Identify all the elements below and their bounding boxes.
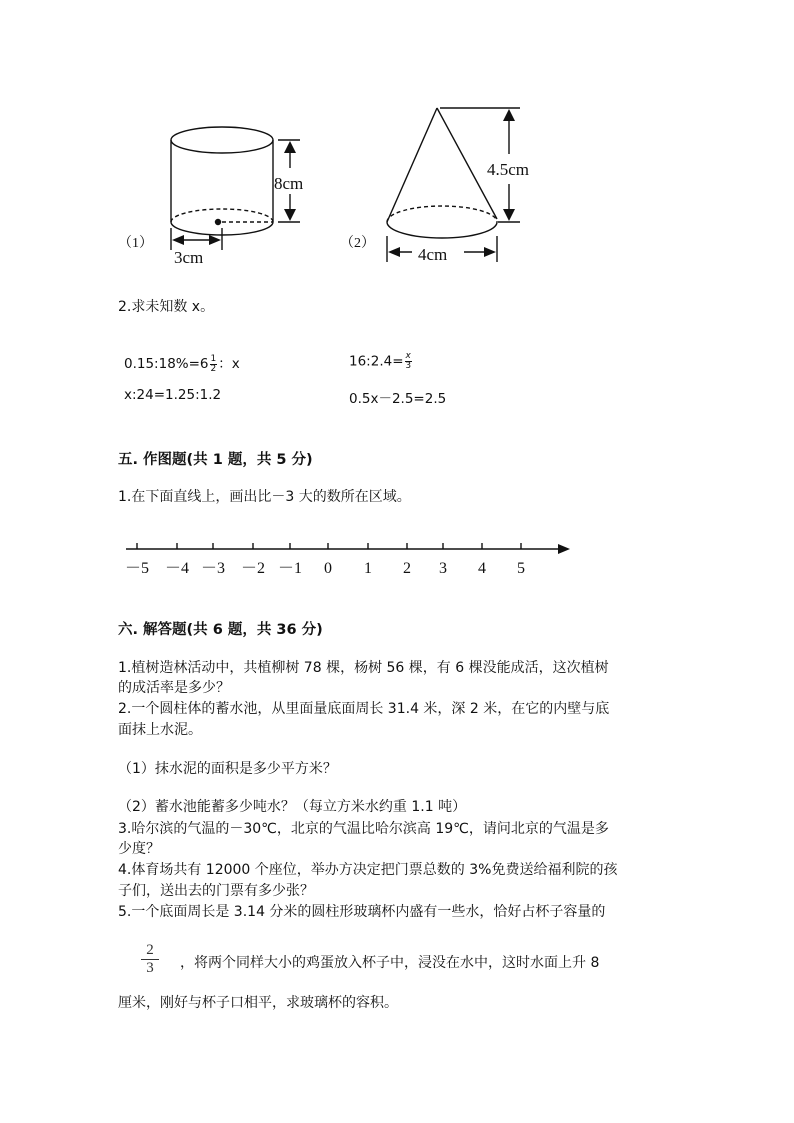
equation-1 [124, 352, 240, 374]
equation-2-left: 16:2.4= [349, 353, 404, 370]
problem-2-line-2: 面抹上水泥。 [118, 722, 202, 738]
problem-3-line-2: 少度？ [118, 841, 160, 857]
number-line-arrow [558, 544, 570, 554]
section-5-question-1: 1.在下面直线上，画出比－3 大的数所在区域。 [118, 489, 411, 505]
section-6-heading: 六. 解答题(共 6 题，共 36 分) [118, 622, 323, 638]
cylinder-diameter-label: 3cm [174, 248, 204, 267]
problem-5-fraction: $\frac{2}{3}$ [141, 942, 159, 977]
equation-1-fraction: $\frac{1}{2}$ [210, 353, 217, 374]
cone-height-label: 4.5cm [487, 160, 530, 179]
number-line-label: 2 [403, 560, 411, 577]
problem-5-line-3: 厘米，刚好与杯子口相平，求玻璃杯的容积。 [118, 995, 398, 1011]
number-line-label: 4 [478, 560, 486, 577]
cylinder-height-label: 8cm [274, 174, 304, 193]
problem-2-sub-1: （1）抹水泥的面积是多少平方米？ [118, 761, 337, 777]
problem-5-line-1: 5.一个底面周长是 3.14 分米的圆柱形玻璃杯内盛有一些水，恰好占杯子容量的 [118, 904, 606, 920]
equation-3: x:24=1.25:1.2 [124, 387, 222, 403]
problem-4-line-2: 子们，送出去的门票有多少张？ [118, 883, 314, 899]
cone-tag: （2） [340, 236, 375, 251]
problem-1-line-1: 1.植树造林活动中，共植柳树 78 棵，杨树 56 棵，有 6 棵没能成活，这次植树 [118, 660, 609, 676]
q2-title: 2.求未知数 x。 [118, 299, 215, 315]
problem-2-sub-2: （2）蓄水池能蓄多少吨水？（每立方米水约重 1.1 吨） [118, 799, 467, 815]
cylinder-tag: （1） [118, 236, 153, 251]
number-line-label: 5 [517, 560, 525, 577]
problem-3-line-1: 3.哈尔滨的气温的－30℃，北京的气温比哈尔滨高 19℃，请问北京的气温是多 [118, 821, 609, 837]
number-line-label: －4 [164, 560, 190, 577]
geometry-figures [0, 0, 794, 280]
number-line-label: －3 [200, 560, 226, 577]
cone-figure [387, 108, 520, 262]
equation-4: 0.5x－2.5=2.5 [349, 391, 447, 407]
problem-5-line-2: ，将两个同样大小的鸡蛋放入杯子中，浸没在水中，这时水面上升 8 [180, 955, 600, 971]
number-line-label: 3 [439, 560, 447, 577]
number-line-label: －5 [124, 560, 150, 577]
equation-1-right: ：x [218, 356, 240, 372]
problem-4-line-1: 4.体育场共有 12000 个座位，举办方决定把门票总数的 3%免费送给福利院的孩 [118, 862, 618, 878]
cone-diameter-label: 4cm [418, 245, 448, 264]
problem-1-line-2: 的成活率是多少？ [118, 680, 230, 696]
number-line-label: 0 [324, 560, 332, 577]
equation-2 [349, 352, 413, 371]
section-5-heading: 五. 作图题(共 1 题，共 5 分) [118, 452, 313, 468]
equation-2-fraction: $\frac{x}{3}$ [405, 351, 412, 371]
problem-2-line-1: 2.一个圆柱体的蓄水池，从里面量底面周长 31.4 米，深 2 米，在它的内壁与底 [118, 701, 610, 717]
number-line [110, 530, 590, 582]
number-line-label: 1 [364, 560, 372, 577]
equation-1-left: 0.15:18%=6 [124, 356, 209, 372]
number-line-label: －2 [240, 560, 266, 577]
number-line-label: －1 [277, 560, 303, 577]
